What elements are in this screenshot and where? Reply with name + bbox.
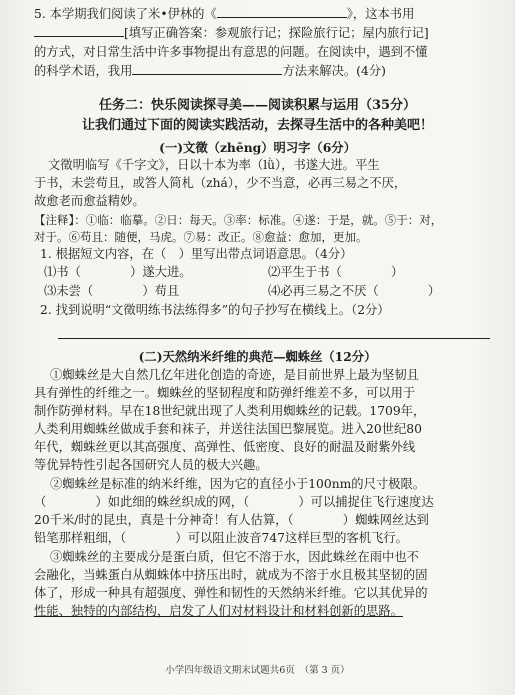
q5-text-4: 方法来解决。(4分)	[282, 64, 386, 78]
para2-line3[interactable]: 20千米/时的昆虫，真是十分神奇！有人估算，（ ）蜘蛛网丝达到	[34, 513, 429, 527]
classical-text-line3: 故愈老而愈益精妙。	[34, 194, 145, 208]
section1-heading: (一)文徵（zhēng）明习字（6分）	[159, 140, 356, 155]
para1-line5: 年代，蜘蛛丝更以其高强度、高弹性、低密度、良好的耐温及耐紫外线	[34, 440, 416, 454]
q5-options: [填写正确答案：参观旅行记；探险旅行记；屋内旅行记]	[124, 26, 429, 40]
para2-line2[interactable]: （ ）如此细的蛛丝织成的网，（ ）可以捕捉住飞行速度达	[34, 495, 434, 509]
para2-line4[interactable]: 铅笔那样粗细，（ ）可以阻止波音747这样巨型的客机飞行。	[34, 531, 408, 545]
q5-line3: 的方式，对日常生活中许多事物提出有意思的问题。在阅读中，遇到不懂	[34, 45, 428, 59]
para1-line3: 制作防弹材料。早在18世纪就出现了人类利用蜘蛛丝的记载。1709年，	[34, 404, 426, 418]
q5-line4	[34, 63, 495, 80]
q5-book-blank[interactable]	[217, 17, 347, 18]
section2-heading: (二)天然纳米纤维的典范—蜘蛛丝（12分）	[138, 349, 377, 364]
q5-text-3: 的科学术语，我用	[34, 64, 133, 78]
section1-question1: 1. 根据短文内容，在（ ）里写出带点词语意思。（4分）	[40, 247, 353, 261]
para1-line6: 等优异特性引起各国研究人员的极大兴趣。	[34, 458, 268, 472]
q5-choice-blank[interactable]	[34, 36, 124, 37]
classical-text-line2: 于书，未尝苟且，或答人简札（zhá），少不当意，必再三易之不厌，	[34, 176, 407, 190]
para1-line1: ①蜘蛛丝是大自然几亿年进化创造的奇迹，是目前世界上最为坚韧且	[50, 368, 419, 382]
task2-subtitle: 让我们通过下面的阅读实践活动，去探寻生活中的各种美吧！	[81, 118, 433, 133]
para3-line1: ③蜘蛛丝的主要成分是蛋白质，但它不溶于水，因此蛛丝在雨中也不	[50, 550, 419, 564]
q1-item-1[interactable]: ⑴书（ ）遂大进。	[44, 265, 192, 279]
para3-line3: 体了，形成一种具有超强度、弹性和韧性的天然纳米纤维。它以其优异的	[34, 586, 428, 600]
q5-text-1: 5. 本学期我们阅读了米•伊林的《	[34, 7, 217, 21]
classical-text-line1: 文徵明临写《千字文》，日以十本为率（lǜ），书遂大进。平生	[48, 158, 380, 172]
task2-title: 任务二：快乐阅读探寻美——阅读积累与运用（35分）	[98, 98, 417, 113]
para3-line2: 会融化，当蛛蛋白从蜘蛛体中挤压出时，就成为不溶于水且极其坚韧的固	[34, 568, 428, 582]
notes-line2: 对于。⑥苟且：随便，马虎。⑦易：改正。⑧愈益：愈加，更加。	[34, 230, 368, 244]
para1-line4: 人类利用蜘蛛丝做成手套和袜子，并送往法国巴黎展览。进入20世纪80	[34, 422, 422, 436]
answer-line[interactable]	[58, 338, 490, 339]
q1-item-2[interactable]: ⑵平生于书（ ）	[268, 265, 404, 279]
q1-item-3[interactable]: ⑶未尝（ ）苟且	[44, 284, 180, 298]
page-footer: 小学四年级语文期末试题共6页 （第 3 页）	[165, 665, 350, 676]
para2-line1: ②蜘蛛丝是标准的纳米纤维，因为它的直径小于100nm的尺寸极限。	[50, 477, 426, 491]
q5-line1	[34, 6, 495, 23]
section1-question2: 2. 找到说明“文徵明练书法练得多”的句子抄写在横线上。（2分）	[40, 303, 390, 317]
para1-line2: 具有弹性的纤维之一。蜘蛛丝的坚韧程度和防弹纤维差不多，可以用于	[34, 386, 416, 400]
notes-line1: 【注释】：①临：临摹。②日：每天。③率：标准。④遂：于是，就。⑤于：对，	[34, 213, 443, 227]
para3-line4: 性能、独特的内部结构，启发了人们对材料设计和材料创新的思路。	[34, 604, 403, 618]
q5-method-blank[interactable]	[132, 74, 282, 75]
q1-item-4[interactable]: ⑷必再三易之不厌（ ）	[268, 284, 441, 298]
q5-line2	[34, 25, 495, 42]
q5-text-2: 》，这本书用	[346, 7, 415, 21]
